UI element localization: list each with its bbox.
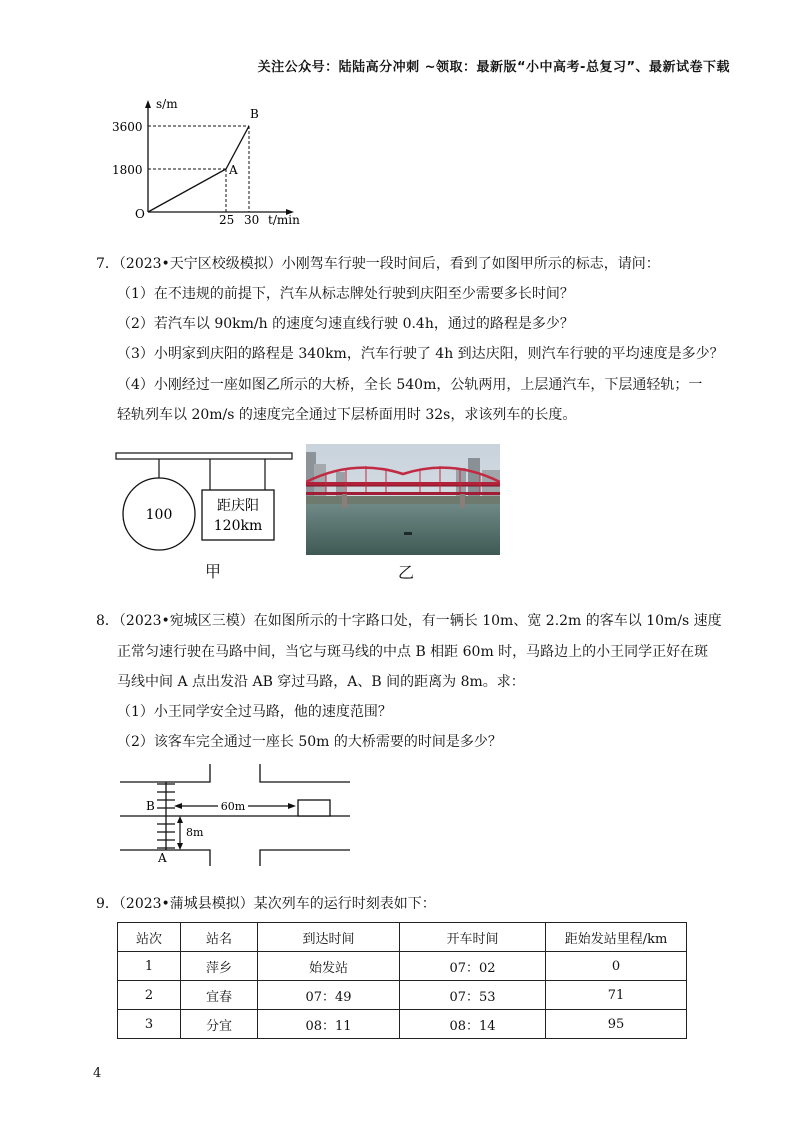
- q8-part1: （1）小王同学安全过马路，他的速度范围？: [117, 704, 392, 720]
- y-tick-1800: 1800: [112, 163, 143, 177]
- bus: [298, 800, 330, 816]
- table-cell: 0: [546, 952, 687, 981]
- x-tick-25: 25: [219, 213, 235, 227]
- table-header: 距始发站里程/km: [546, 923, 687, 952]
- x-axis-label: t/min: [268, 213, 300, 227]
- table-row: [118, 981, 687, 1010]
- distance-time-graph: [110, 92, 320, 232]
- q7-stem: 7．（2023•天宁区校级模拟）小刚驾车行驶一段时间后，看到了如图甲所示的标志，请问：: [96, 256, 660, 272]
- bridge-photo: [306, 444, 500, 555]
- y-tick-3600: 3600: [112, 120, 143, 134]
- table-cell: 07：02: [400, 952, 546, 981]
- page-header: 关注公众号：陆陆高分冲刺 ~领取：最新版“小中高考-总复习”、最新试卷下载: [257, 60, 730, 75]
- table-cell: 始发站: [258, 952, 400, 981]
- page-number: 4: [93, 1066, 102, 1081]
- distance-sign-dest: 距庆阳: [217, 498, 259, 514]
- y-axis-label: s/m: [156, 97, 178, 111]
- fig-60m-label: 60m: [220, 800, 246, 813]
- table-cell: 08：14: [400, 1010, 546, 1039]
- x-tick-30: 30: [244, 213, 260, 227]
- table-cell: 1: [118, 952, 181, 981]
- q7-part4-line1: （4）小刚经过一座如图乙所示的大桥，全长 540m，公轨两用，上层通汽车，下层通轻轨；一: [117, 377, 703, 393]
- table-header: 站名: [181, 923, 258, 952]
- table-row: [118, 952, 687, 981]
- q7-part3: （3）小明家到庆阳的路程是 340km，汽车行驶了 4h 到达庆阳，则汽车行驶的平均速度是多少？: [117, 346, 724, 362]
- table-header-row: [118, 923, 687, 952]
- table-cell: 71: [546, 981, 687, 1010]
- table-cell: 萍乡: [181, 952, 258, 981]
- q8-line2: 正常匀速行驶在马路中间，当它与斑马线的中点 B 相距 60m 时，马路边上的小王同学正好在斑: [117, 644, 709, 660]
- q7-part1: （1）在不违规的前提下，汽车从标志牌处行驶到庆阳至少需要多长时间？: [117, 286, 574, 302]
- point-a-label: A: [229, 163, 238, 177]
- q7-part4-line2: 轻轨列车以 20m/s 的速度完全通过下层桥面用时 32s，求该列车的长度。: [117, 407, 577, 423]
- table-row: [118, 1010, 687, 1039]
- table-header: 站次: [118, 923, 181, 952]
- table-cell: 95: [546, 1010, 687, 1039]
- q9-stem: 9．（2023•蒲城县模拟）某次列车的运行时刻表如下：: [96, 896, 436, 912]
- table-header: 开车时间: [400, 923, 546, 952]
- label-jia: 甲: [205, 562, 222, 581]
- train-timetable: [117, 922, 687, 1039]
- table-cell: 2: [118, 981, 181, 1010]
- origin-label: O: [135, 207, 145, 221]
- q8-part2: （2）该客车完全通过一座长 50m 的大桥需要的时间是多少？: [117, 734, 502, 750]
- point-b-label: B: [250, 107, 259, 121]
- fig-point-a: A: [158, 851, 167, 865]
- table-cell: 07：49: [258, 981, 400, 1010]
- label-yi: 乙: [398, 563, 415, 582]
- q8-line1: 8．（2023•宛城区三模）在如图所示的十字路口处，有一辆长 10m、宽 2.2m 的客车以 10m/s 速度: [96, 613, 722, 629]
- q7-part2: （2）若汽车以 90km/h 的速度匀速直线行驶 0.4h，通过的路程是多少？: [117, 316, 574, 332]
- table-cell: 分宜: [181, 1010, 258, 1039]
- road-sign-figure: [112, 448, 297, 553]
- speed-limit-value: 100: [145, 507, 173, 523]
- table-cell: 08：11: [258, 1010, 400, 1039]
- table-header: 到达时间: [258, 923, 400, 952]
- q8-line3: 马线中间 A 点出发沿 AB 穿过马路，A、B 间的距离为 8m。求：: [117, 674, 525, 690]
- crossroad-figure: [112, 762, 362, 872]
- table-cell: 07：53: [400, 981, 546, 1010]
- table-cell: 宜春: [181, 981, 258, 1010]
- fig-point-b: B: [146, 799, 155, 813]
- table-cell: 3: [118, 1010, 181, 1039]
- fig-8m-label: 8m: [186, 826, 204, 839]
- distance-sign-km: 120km: [213, 518, 263, 534]
